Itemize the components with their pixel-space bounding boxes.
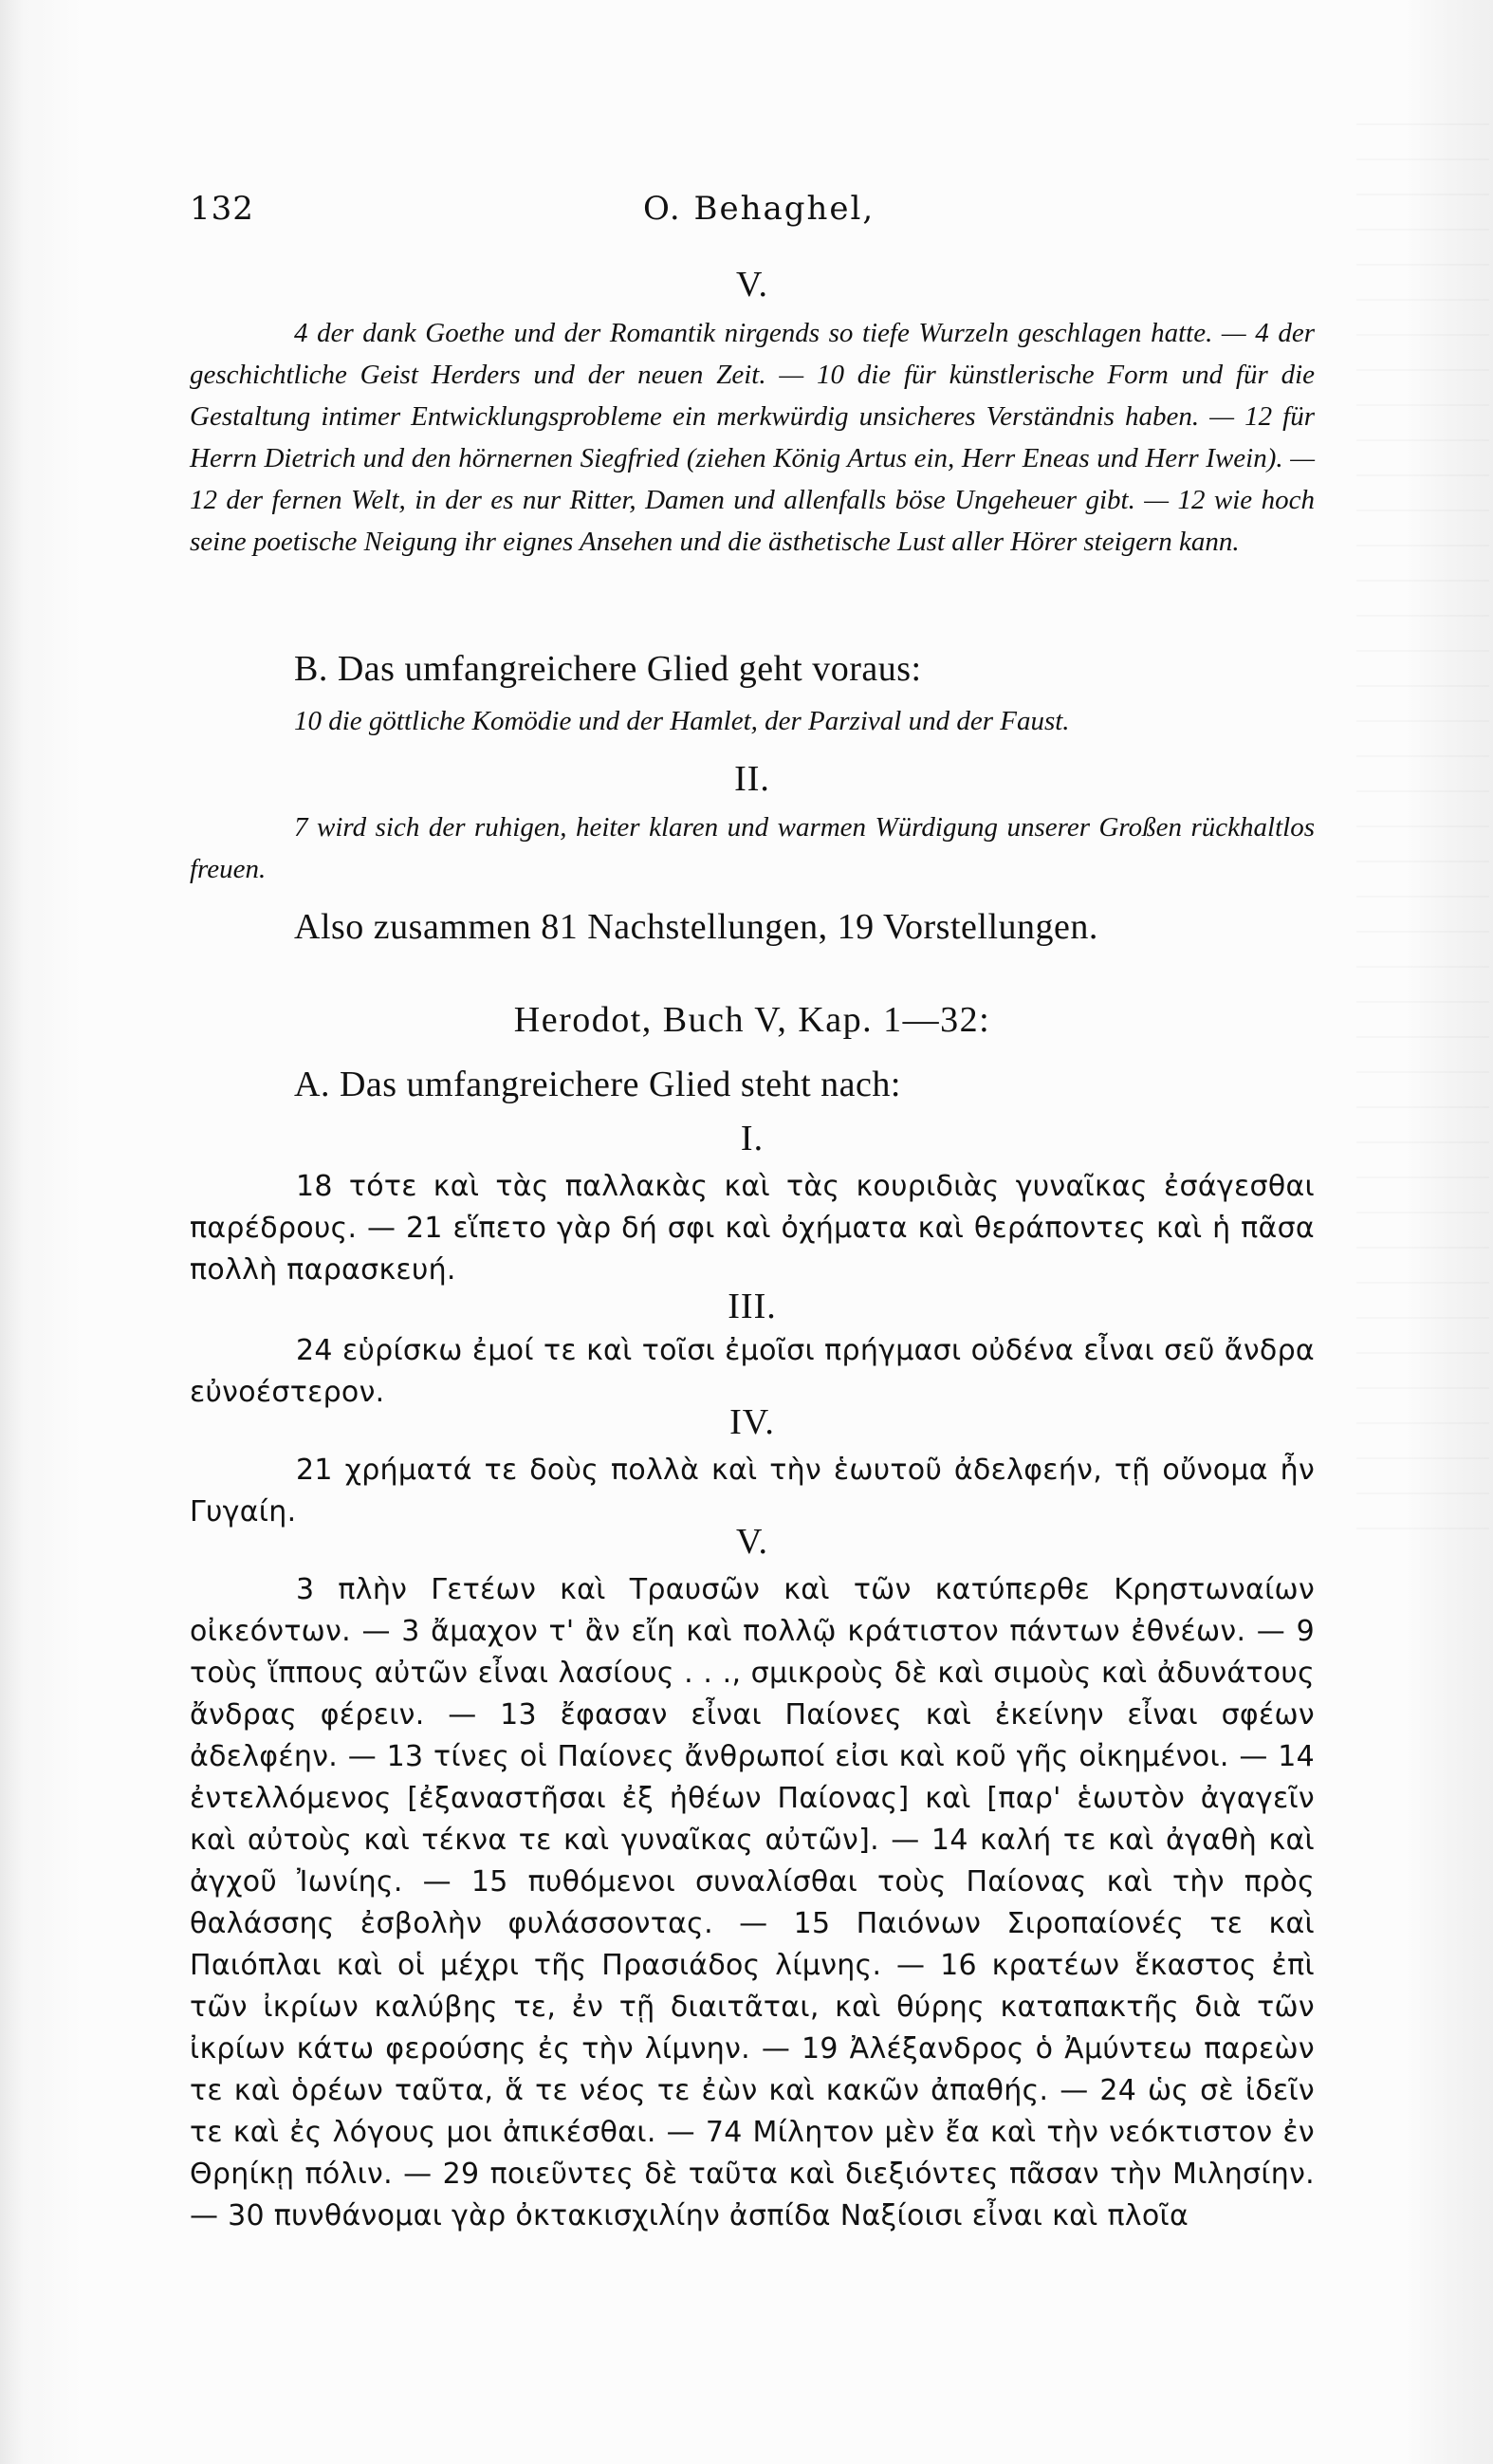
greek-paragraph-iii: 24 εὑρίσκω ἐμοί τε καὶ τοῖσι ἐμοῖσι πρήγμασι οὐδένα εἶναι σεῦ ἄνδρα εὐνοέστερον. [190,1334,1315,1409]
greek-section-roman-iii: III. [728,1287,777,1326]
running-title: O. Behaghel, [643,190,876,228]
section-b-heading: B. Das umfangreichere Glied geht voraus: [294,649,922,689]
show-through-shadow [1356,123,1489,1547]
greek-paragraph-iv: 21 χρήματά τε δοὺς πολλὰ καὶ τὴν ἑωυτοῦ ἀδελφεήν, τῇ οὔνομα ἦν Γυγαίη. [190,1454,1315,1528]
greek-section-roman-v: V. [735,1522,769,1562]
greek-paragraph-i: 18 τότε καὶ τὰς παλλακὰς καὶ τὰς κουριδιὰς γυναῖκας ἐσάγεσθαι παρέδρους. — 21 εἵπετο γὰρ δή σφι καὶ ὀχήματα καὶ θεράποντες καὶ ἡ πᾶσα πολλὴ παρασκευή. [190,1170,1315,1287]
page-number: 132 [190,190,254,228]
greek-section-roman-i: I. [740,1119,765,1158]
section-roman-v: V. [735,265,769,305]
paragraph-v-examples: 4 der dank Goethe und der Romantik nirgends so tiefe Wurzeln geschlagen hatte. — 4 der geschichtliche Geist Herders und der neuen Zeit. — 10 die für künstlerische Form und für die Gestaltung intimer Entwicklungsprobleme ein merkwürdig unsicheres Verständnis haben. — 12 für Herrn Dietrich und den hörnernen Siegfried (ziehen König Artus ein, Herr Eneas und Herr Iwein). — 12 der fernen Welt, in der es nur Ritter, Damen und allenfalls böse Ungeheuer gibt. — 12 wie hoch seine poetische Neigung ihr eignes Ansehen und die ästhetische Lust aller Hörer steigern kann. [190,318,1315,557]
section-a-heading: A. Das umfangreichere Glied steht nach: [294,1065,901,1104]
section-roman-ii: II. [734,759,770,799]
paragraph-ii-examples: 7 wird sich der ruhigen, heiter klaren und warmen Würdigung unserer Großen rückhaltlos freuen. [190,812,1315,884]
summary-line: Also zusammen 81 Nachstellungen, 19 Vorstellungen. [294,907,1098,947]
paragraph-b-examples: 10 die göttliche Komödie und der Hamlet, der Parzival und der Faust. [294,706,1070,736]
greek-paragraph-v: 3 πλὴν Γετέων καὶ Τραυσῶν καὶ τῶν κατύπερθε Κρηστωναίων οἰκεόντων. — 3 ἄμαχον τ' ἂν εἴη καὶ πολλῷ κράτιστον πάντων ἐθνέων. — 9 τοὺς ἵππους αὐτῶν εἶναι λασίους . . ., σμικροὺς δὲ καὶ σιμοὺς καὶ ἀδυνάτους ἄνδρας φέρειν. — 13 ἔφασαν εἶναι Παίονες καὶ ἐκείνην εἶναι σφέων ἀδελφέην. — 13 τίνες οἱ Παίονες ἄνθρωποί εἰσι καὶ κοῦ γῆς οἰκημένοι. — 14 ἐντελλόμενος [ἐξαναστῆσαι ἐξ ἠθέων Παίονας] καὶ [παρ' ἑωυτὸν ἀγαγεῖν καὶ αὐτοὺς καὶ τέκνα τε καὶ γυναῖκας αὐτῶν]. — 14 καλή τε καὶ ἀγαθὴ καὶ ἀγχοῦ Ἰωνίης. — 15 πυθόμενοι συναλίσθαι τοὺς Παίονας καὶ τὴν πρὸς θαλάσσης ἐσβολὴν φυλάσσοντας. — 15 Παιόνων Σιροπαίονές τε καὶ Παιόπλαι καὶ οἱ μέχρι τῆς Πρασιάδος λίμνης. — 16 κρατέων ἕκαστος ἐπὶ τῶν ἰκρίων καλύβης τε, ἐν τῇ διαιτᾶται, καὶ θύρης καταπακτῆς διὰ τῶν ἰκρίων κάτω φερούσης ἐς τὴν λίμνην. — 19 Ἀλέξανδρος ὁ Ἀμύντεω παρεὼν τε καὶ ὁρέων ταῦτα, ἅ τε νέος τε ἐὼν καὶ κακῶν ἀπαθής. — 24 ὡς σὲ ἰδεῖν τε καὶ ἐς λόγους μοι ἀπικέσθαι. — 74 Μίλητον μὲν ἔα καὶ τὴν νεόκτιστον ἐν Θρηίκῃ πόλιν. — 29 ποιεῦντες δὲ ταῦτα καὶ διεξιόντες πᾶσαν τὴν Μιλησίην. — 30 πυνθάνομαι γὰρ ὀκτακισχιλίην ἀσπίδα Ναξίοισι εἶναι καὶ πλοῖα [190,1573,1315,2232]
herodot-heading: Herodot, Buch V, Kap. 1—32: [513,1000,991,1040]
greek-section-roman-iv: IV. [729,1402,775,1442]
